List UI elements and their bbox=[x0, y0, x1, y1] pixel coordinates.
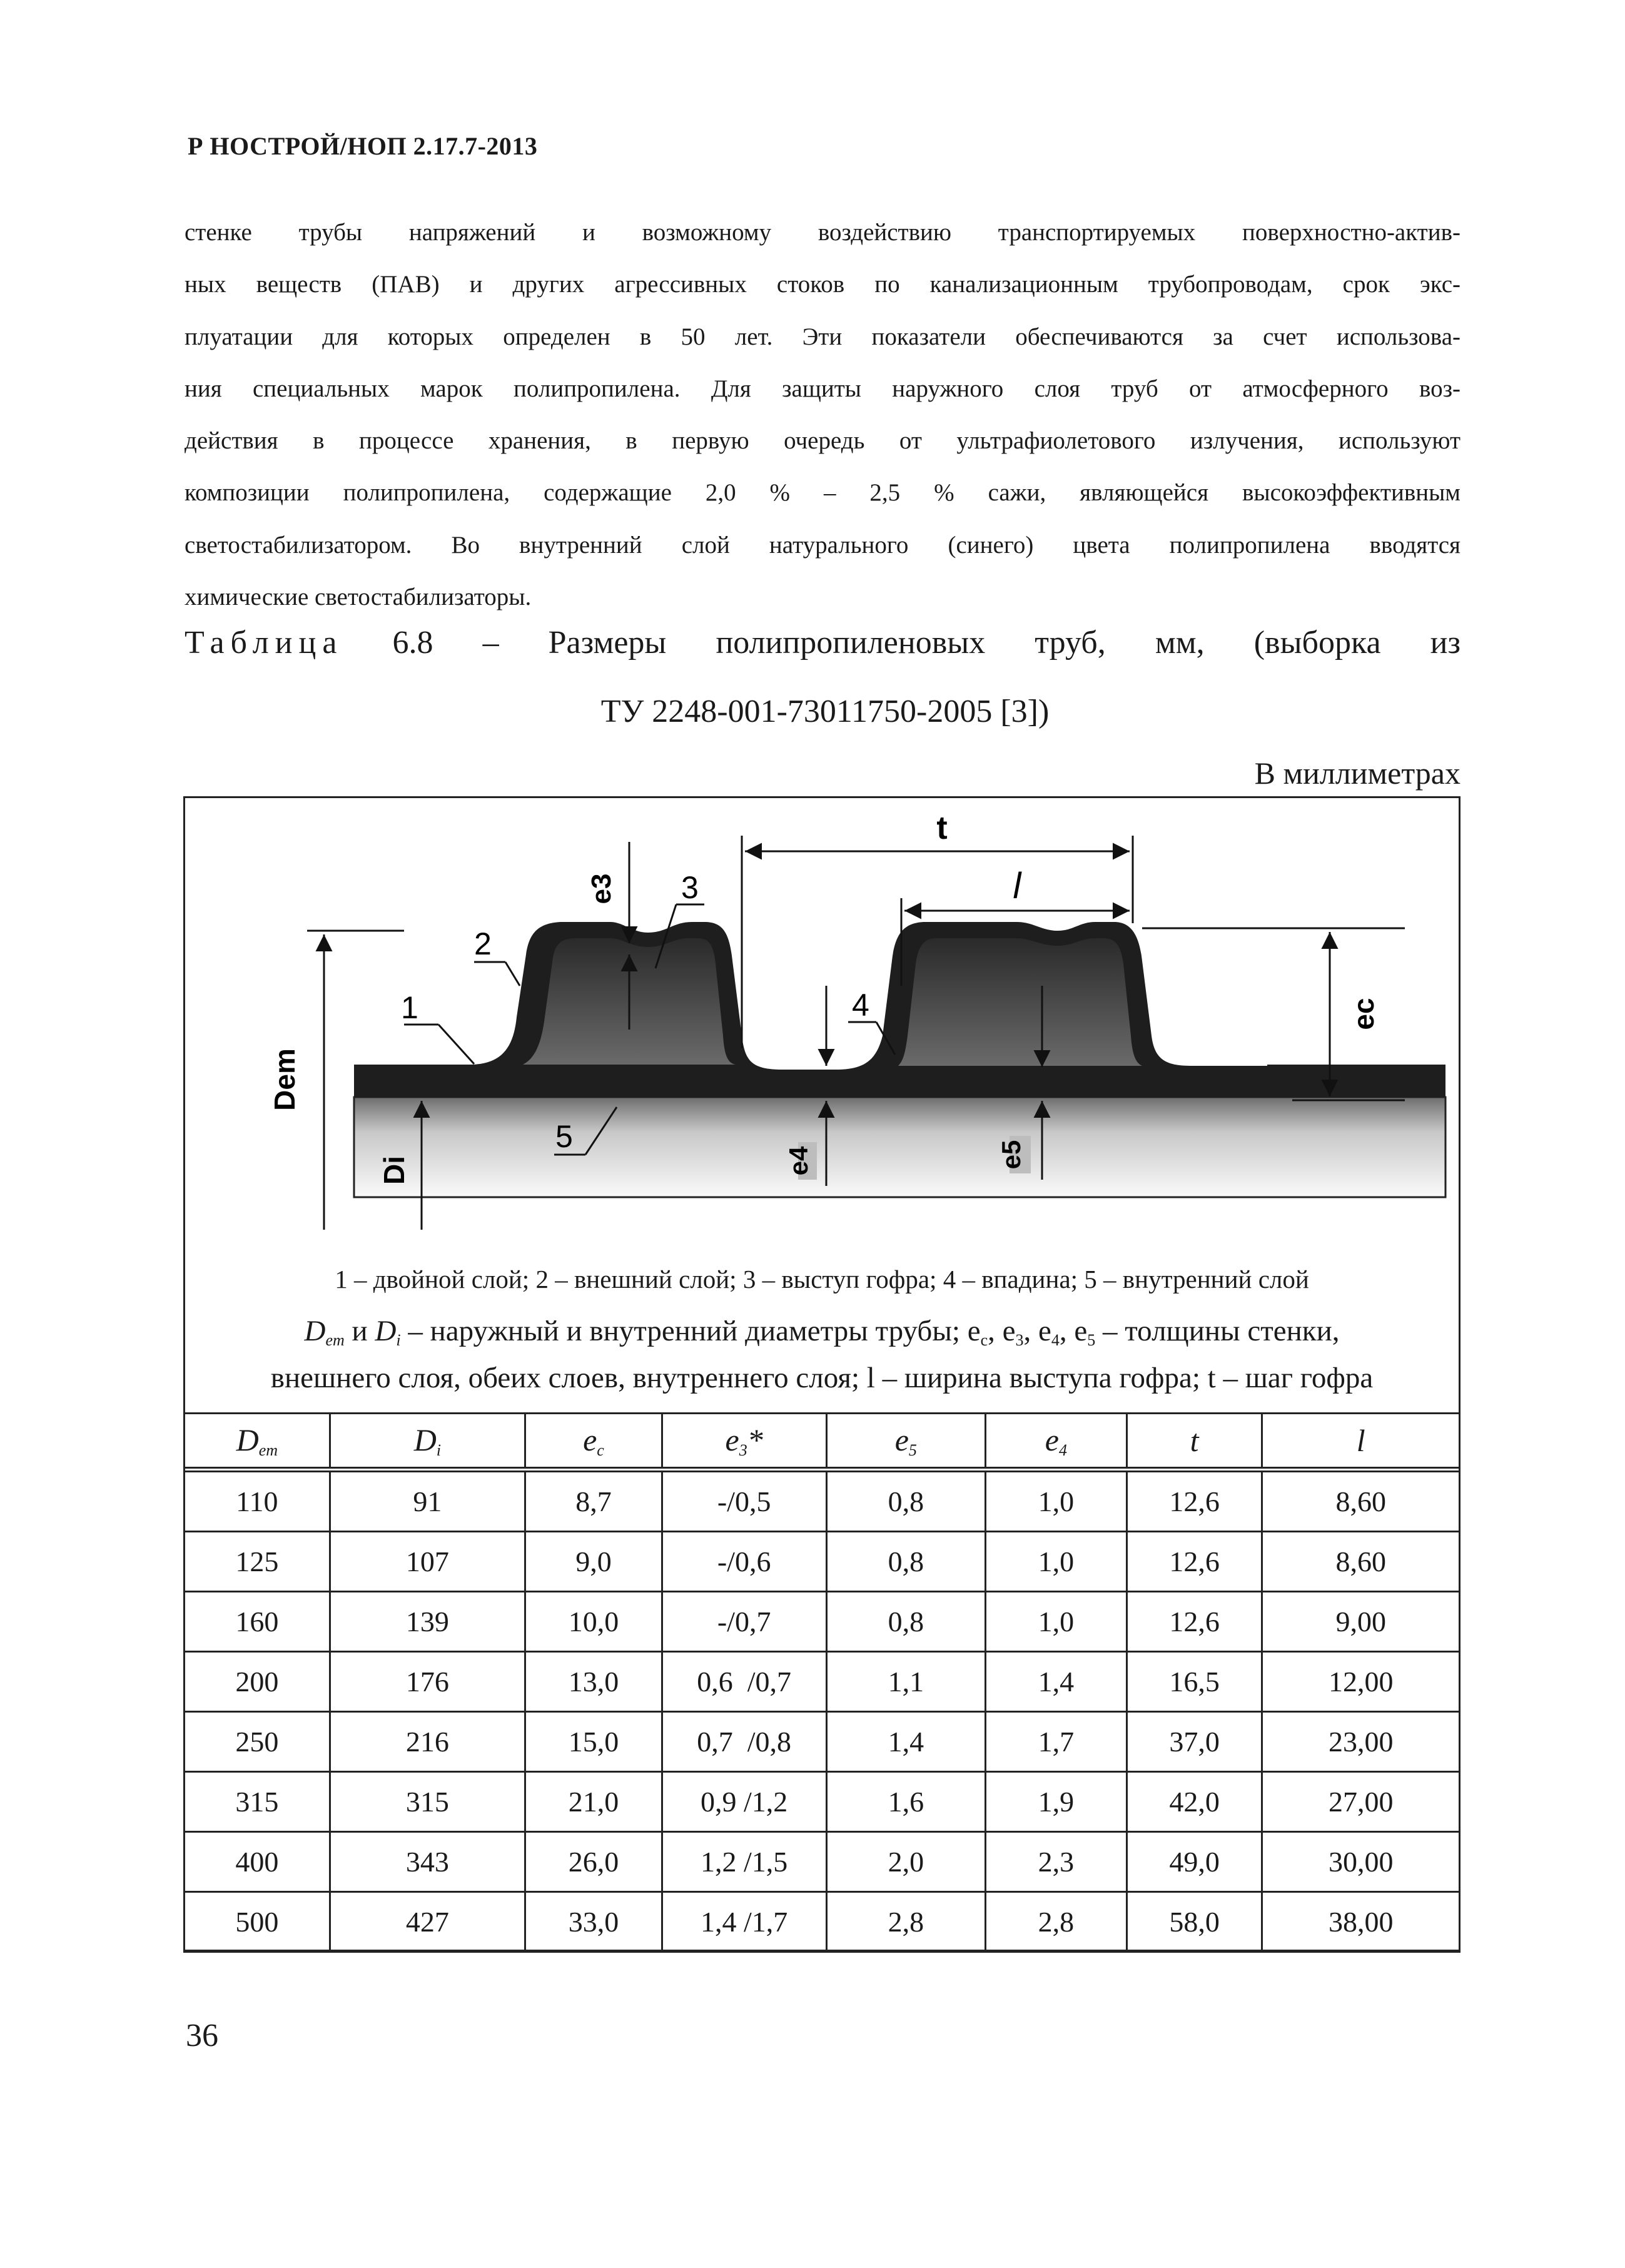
table-cell: 8,7 bbox=[525, 1470, 662, 1532]
table-cell: 1,4 bbox=[826, 1712, 986, 1772]
table-row bbox=[185, 1712, 1460, 1772]
table-cell: 16,5 bbox=[1126, 1652, 1262, 1712]
table-cell: 250 bbox=[185, 1712, 330, 1772]
dim-label-di: Di bbox=[378, 1156, 410, 1185]
column-header: $D_i$ bbox=[330, 1414, 525, 1470]
crest-interior bbox=[898, 938, 1142, 1066]
table-cell: 1,1 bbox=[826, 1652, 986, 1712]
table-row bbox=[185, 1832, 1460, 1892]
legend-text: , e bbox=[988, 1315, 1016, 1347]
paragraph-line: плуатации для которых определен в 50 лет. Эти показатели обеспечиваются за счет использова- bbox=[185, 323, 1460, 350]
table-cell: 0,8 bbox=[826, 1532, 986, 1592]
document-header: Р НОСТРОЙ/НОП 2.17.7-2013 bbox=[188, 132, 538, 160]
paragraph-line: ния специальных марок полипропилена. Для защиты наружного слоя труб от атмосферного воз- bbox=[185, 375, 1460, 402]
table-cell: 1,0 bbox=[986, 1592, 1127, 1652]
table-cell: 49,0 bbox=[1126, 1832, 1262, 1892]
column-header: t bbox=[1126, 1414, 1262, 1470]
table-cell: 139 bbox=[330, 1592, 525, 1652]
table-cell: 21,0 bbox=[525, 1772, 662, 1832]
table-cell: 38,00 bbox=[1262, 1892, 1460, 1952]
page-number: 36 bbox=[186, 2018, 218, 2053]
caption-word: полипропиленовых bbox=[716, 625, 986, 661]
body-paragraph bbox=[185, 206, 1460, 623]
column-header: $D_{em}$ bbox=[185, 1414, 330, 1470]
legend-subscript: 4 bbox=[1051, 1331, 1060, 1349]
legend-subscript: 5 bbox=[1087, 1331, 1096, 1349]
table-cell: 500 bbox=[185, 1892, 330, 1952]
table-row bbox=[185, 1652, 1460, 1712]
legend-text: – толщины стенки, bbox=[1095, 1315, 1340, 1347]
table-cell: 107 bbox=[330, 1532, 525, 1592]
column-header: $e_4$ bbox=[986, 1414, 1127, 1470]
caption-word: мм, bbox=[1155, 625, 1205, 661]
table-cell: 1,6 bbox=[826, 1772, 986, 1832]
table-cell: 216 bbox=[330, 1712, 525, 1772]
table-header-row bbox=[185, 1414, 1460, 1470]
dim-label-t: t bbox=[936, 810, 948, 846]
table-row bbox=[185, 1592, 1460, 1652]
caption-word: (выборка bbox=[1253, 625, 1381, 661]
paragraph-line: химические светостабилизаторы. bbox=[185, 584, 532, 611]
table-cell: 12,00 bbox=[1262, 1652, 1460, 1712]
pipe-dimensions-table bbox=[183, 1412, 1460, 1953]
table-cell: 0,7 /0,8 bbox=[662, 1712, 826, 1772]
table-cell: 33,0 bbox=[525, 1892, 662, 1952]
table-row bbox=[185, 1892, 1460, 1952]
table-cell: 8,60 bbox=[1262, 1532, 1460, 1592]
table-cell: -/0,6 bbox=[662, 1532, 826, 1592]
table-cell: 1,2 /1,5 bbox=[662, 1832, 826, 1892]
table-row bbox=[185, 1772, 1460, 1832]
table-row bbox=[185, 1470, 1460, 1532]
caption-word: труб, bbox=[1035, 625, 1106, 661]
table-cell: 12,6 bbox=[1126, 1470, 1262, 1532]
table-cell: 9,0 bbox=[525, 1532, 662, 1592]
legend-symbol: D bbox=[304, 1315, 326, 1347]
column-header: $e_c$ bbox=[525, 1414, 662, 1470]
table-cell: 1,0 bbox=[986, 1470, 1127, 1532]
dim-label-l: l bbox=[1013, 866, 1021, 906]
pipe-profile-diagram bbox=[185, 798, 1459, 1273]
table-cell: 343 bbox=[330, 1832, 525, 1892]
table-caption-line2: ТУ 2248-001-73011750-2005 [3]) bbox=[600, 694, 1050, 729]
table-cell: 0,6 /0,7 bbox=[662, 1652, 826, 1712]
table-cell: 10,0 bbox=[525, 1592, 662, 1652]
legend-text: , e bbox=[1059, 1315, 1088, 1347]
table-cell: 91 bbox=[330, 1470, 525, 1532]
dim-label-ec: ec bbox=[1347, 998, 1380, 1030]
caption-word: – bbox=[482, 625, 499, 661]
table-cell: 1,7 bbox=[986, 1712, 1127, 1772]
caption-word: 6.8 bbox=[392, 625, 433, 661]
table-cell: 2,0 bbox=[826, 1832, 986, 1892]
table-cell: -/0,5 bbox=[662, 1470, 826, 1532]
caption-word: из bbox=[1430, 625, 1460, 661]
table-caption bbox=[185, 624, 1460, 661]
table-cell: 23,00 bbox=[1262, 1712, 1460, 1772]
table-cell: 315 bbox=[330, 1772, 525, 1832]
dim-label-e5: e5 bbox=[996, 1140, 1026, 1170]
table-cell: 1,4 bbox=[986, 1652, 1127, 1712]
legend-text: и bbox=[344, 1315, 375, 1347]
paragraph-line: ных веществ (ПАВ) и других агрессивных стоков по канализационным трубопроводам, срок экс- bbox=[185, 271, 1460, 298]
figure-legend-symbols bbox=[185, 1314, 1459, 1350]
legend-subscript: em bbox=[325, 1331, 345, 1349]
table-cell: 125 bbox=[185, 1532, 330, 1592]
dim-label-e4: e4 bbox=[784, 1146, 813, 1176]
caption-word: Размеры bbox=[548, 625, 667, 661]
table-cell: 315 bbox=[185, 1772, 330, 1832]
legend-subscript: c bbox=[980, 1331, 988, 1349]
table-cell: 58,0 bbox=[1126, 1892, 1262, 1952]
table-cell: 0,8 bbox=[826, 1470, 986, 1532]
table-cell: -/0,7 bbox=[662, 1592, 826, 1652]
table-cell: 1,0 bbox=[986, 1532, 1127, 1592]
legend-subscript: i bbox=[396, 1331, 401, 1349]
table-cell: 160 bbox=[185, 1592, 330, 1652]
table-cell: 200 bbox=[185, 1652, 330, 1712]
table-cell: 400 bbox=[185, 1832, 330, 1892]
table-cell: 2,8 bbox=[826, 1892, 986, 1952]
legend-text: – наружный и внутренний диаметры трубы; e bbox=[400, 1315, 981, 1347]
table-frame bbox=[183, 796, 1460, 1952]
inner-layer-shape bbox=[354, 1097, 1445, 1197]
paragraph-line: композиции полипропилена, содержащие 2,0 % – 2,5 % сажи, являющейся высокоэффективным bbox=[185, 479, 1460, 507]
table-cell: 9,00 bbox=[1262, 1592, 1460, 1652]
table-cell: 1,9 bbox=[986, 1772, 1127, 1832]
callout-3: 3 bbox=[681, 870, 699, 905]
table-cell: 2,3 bbox=[986, 1832, 1127, 1892]
table-cell: 42,0 bbox=[1126, 1772, 1262, 1832]
column-header: $e_5$ bbox=[826, 1414, 986, 1470]
callout-5: 5 bbox=[555, 1119, 573, 1154]
table-cell: 13,0 bbox=[525, 1652, 662, 1712]
column-header: $e_3*$ bbox=[662, 1414, 826, 1470]
table-row bbox=[185, 1532, 1460, 1592]
legend-symbol: D bbox=[375, 1315, 397, 1347]
table-cell: 2,8 bbox=[986, 1892, 1127, 1952]
figure-legend-line3: внешнего слоя, обеих слоев, внутреннего слоя; l – ширина выступа гофра; t – шаг гофра bbox=[270, 1362, 1374, 1394]
table-cell: 427 bbox=[330, 1892, 525, 1952]
dim-label-dem: Dem bbox=[268, 1048, 301, 1111]
table-cell: 27,00 bbox=[1262, 1772, 1460, 1832]
paragraph-line: светостабилизатором. Во внутренний слой натурального (синего) цвета полипропилена вводятся bbox=[185, 531, 1460, 559]
table-cell: 26,0 bbox=[525, 1832, 662, 1892]
table-cell: 0,9 /1,2 bbox=[662, 1772, 826, 1832]
table-cell: 30,00 bbox=[1262, 1832, 1460, 1892]
units-note: В миллиметрах bbox=[1254, 756, 1460, 791]
callout-4: 4 bbox=[852, 988, 869, 1023]
paragraph-line: стенке трубы напряжений и возможному воздействию транспортируемых поверхностно-актив- bbox=[185, 219, 1460, 246]
column-header: l bbox=[1262, 1414, 1460, 1470]
table-cell: 8,60 bbox=[1262, 1470, 1460, 1532]
paragraph-line: действия в процессе хранения, в первую очередь от ультрафиолетового излучения, используют bbox=[185, 427, 1460, 455]
legend-text: , e bbox=[1023, 1315, 1051, 1347]
callout-2: 2 bbox=[474, 926, 492, 961]
table-cell: 12,6 bbox=[1126, 1592, 1262, 1652]
dim-label-e3: e3 bbox=[586, 873, 617, 904]
table-cell: 15,0 bbox=[525, 1712, 662, 1772]
table-cell: 176 bbox=[330, 1652, 525, 1712]
callout-1: 1 bbox=[401, 990, 418, 1025]
table-cell: 37,0 bbox=[1126, 1712, 1262, 1772]
table-cell: 0,8 bbox=[826, 1592, 986, 1652]
table-cell: 1,4 /1,7 bbox=[662, 1892, 826, 1952]
figure-legend: 1 – двойной слой; 2 – внешний слой; 3 – выступ гофра; 4 – впадина; 5 – внутренний слой bbox=[335, 1265, 1309, 1293]
table-cell: 12,6 bbox=[1126, 1532, 1262, 1592]
table-cell: 110 bbox=[185, 1470, 330, 1532]
legend-subscript: 3 bbox=[1015, 1331, 1024, 1349]
caption-label: Таблица bbox=[185, 625, 343, 661]
